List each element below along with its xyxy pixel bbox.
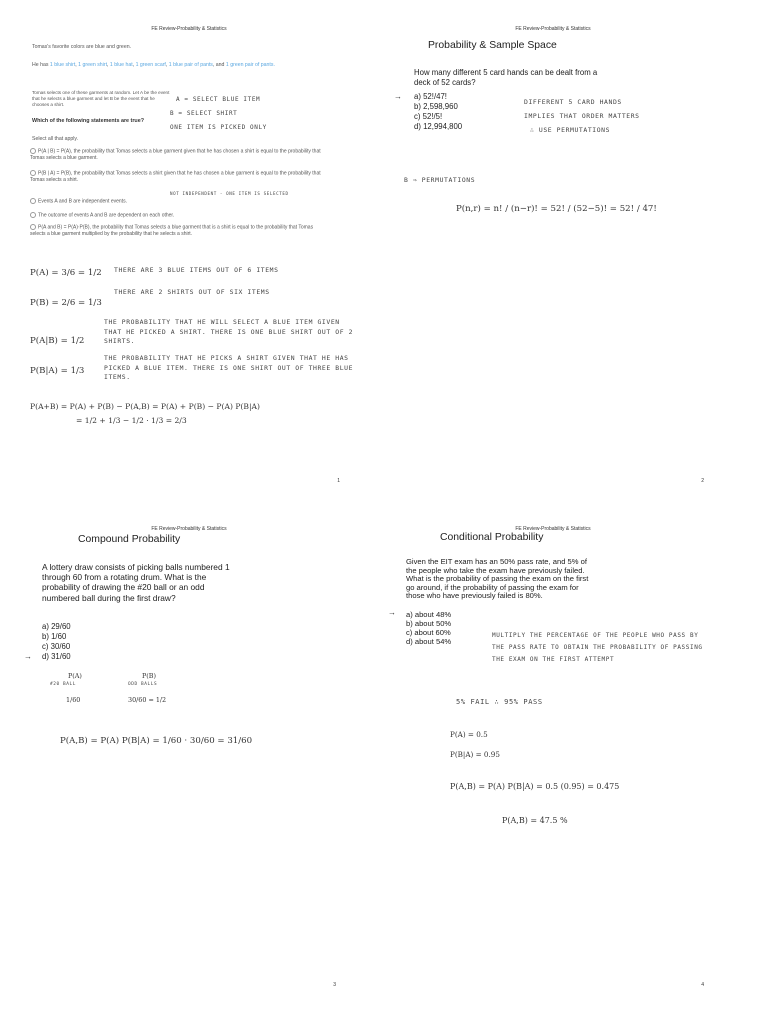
text-fragment: 1 green pair of pants. — [225, 62, 275, 68]
note-order-matters: IMPLIES THAT ORDER MATTERS — [524, 112, 640, 120]
intro-colors: Tomas's favorite colors are blue and green. — [32, 44, 132, 50]
text-fragment: , — [132, 62, 136, 68]
radio-icon[interactable] — [30, 224, 36, 230]
choice-b[interactable]: b) 1/60 — [42, 632, 67, 641]
note-b: B = SELECT SHIRT — [170, 110, 238, 117]
compound-formula: P(A,B) = P(A) P(B|A) = 1/60 · 30/60 = 31/60 — [60, 736, 253, 746]
radio-icon[interactable] — [30, 170, 36, 176]
note-use-permutations: ∴ USE PERMUTATIONS — [530, 126, 611, 134]
work-union-line1: P(A+B) = P(A) + P(B) − P(A,B) = P(A) + P(B) − P(A) P(B|A) — [30, 402, 260, 411]
text-fragment: 1 blue hat — [109, 62, 133, 68]
text-fragment: , and — [212, 62, 226, 68]
text-fragment: 1 green scarf — [135, 62, 166, 68]
option-label: P(A | B) = P(A), the probability that Tomas selects a blue garment given that he has chosen a shirt is equal to the probability that Tomas selects a blue garment. — [30, 148, 321, 162]
page-header: FE Review-Probability & Statistics — [515, 26, 591, 32]
work-pba-note: THE PROBABILITY THAT HE PICKS A SHIRT GIVEN THAT HE HAS PICKED A BLUE ITEM. THERE IS ONE SHIRT OUT OF THREE BLUE ITEMS. — [104, 354, 354, 381]
choice-d[interactable]: d) about 54% — [406, 637, 452, 646]
work-pb-note: THERE ARE 2 SHIRTS OUT OF SIX ITEMS — [114, 288, 270, 296]
text-fragment: 1 blue pair of pants — [168, 62, 213, 68]
choice-a[interactable]: a) about 48% — [406, 610, 452, 619]
note-a: A = SELECT BLUE ITEM — [176, 96, 261, 103]
choice-a[interactable]: a) 29/60 — [42, 622, 71, 631]
radio-icon[interactable] — [30, 198, 36, 204]
work-pa-note: THERE ARE 3 BLUE ITEMS OUT OF 6 ITEMS — [114, 266, 279, 274]
text-fragment: , — [75, 62, 79, 68]
option-4[interactable] — [30, 212, 330, 219]
question-text: Which of the following statements are true? — [32, 118, 145, 124]
option-label: P(A and B) = P(A)·P(B), the probability that Tomas selects a blue garment that is a shirt is equal to the probability that Tomas selects a blue garment multiplied by the probability that he selects a shirt. — [30, 224, 314, 238]
pa-label: P(A) — [68, 672, 82, 680]
choice-b[interactable]: b) 2,598,960 — [414, 102, 458, 111]
choice-a[interactable]: a) 52!/47! — [414, 92, 447, 101]
pa-value: 1/60 — [66, 696, 81, 704]
text-fragment: 1 green shirt — [78, 62, 108, 68]
pa-sub: #20 BALL — [50, 682, 76, 687]
option-3[interactable] — [30, 198, 330, 205]
text-fragment: He has — [32, 62, 50, 68]
page-3 — [20, 518, 358, 998]
permutation-formula: P(n,r) = n! / (n−r)! = 52! / (52−5)! = 52! / 47! — [456, 204, 657, 214]
choice-d[interactable]: d) 31/60 — [42, 652, 71, 661]
pba-value: P(B|A) = 0.95 — [450, 750, 500, 759]
conditional-formula: P(A,B) = P(A) P(B|A) = 0.5 (0.95) = 0.475 — [450, 782, 620, 791]
answer-note: B ⇒ PERMUTATIONS — [404, 176, 476, 184]
option-2[interactable] — [30, 170, 330, 184]
choice-d[interactable]: d) 12,994,800 — [414, 122, 463, 131]
page-number: 4 — [701, 982, 704, 988]
note-different-hands: DIFFERENT 5 CARD HANDS — [524, 98, 622, 106]
select-all-instruction: Select all that apply. — [32, 136, 79, 142]
method-note: MULTIPLY THE PERCENTAGE OF THE PEOPLE WHO PASS BY THE PASS RATE TO OBTAIN THE PROBABILITY OF PASSING THE EXAM ON THE FIRST ATTEMPT — [492, 632, 703, 663]
pb-label: P(B) — [142, 672, 156, 680]
question-text: Given the EIT exam has an 50% pass rate, and 5% of the people who take the exam have previously failed. What is the probability of passing the exam on the first go around, if the probability of passing the exam for those who have previously failed is 80%. — [406, 557, 589, 601]
work-pab: P(A|B) = 1/2 — [30, 336, 85, 346]
page-number: 3 — [333, 982, 336, 988]
pb-value: 30/60 = 1/2 — [128, 696, 167, 704]
radio-icon[interactable] — [30, 148, 36, 154]
page-number: 1 — [337, 478, 340, 484]
page-4 — [384, 518, 722, 998]
fail-pass-note: 5% FAIL ∴ 95% PASS — [456, 698, 543, 706]
option-1[interactable] — [30, 148, 330, 162]
answer-arrow-icon: → — [394, 92, 402, 101]
answer-arrow-icon: → — [24, 652, 32, 661]
choice-c[interactable]: c) 30/60 — [42, 642, 71, 651]
question-text: How many different 5 card hands can be dealt from a deck of 52 cards? — [414, 68, 598, 87]
pa-value: P(A) = 0.5 — [450, 730, 488, 739]
result-value: P(A,B) = 47.5 % — [502, 816, 568, 825]
page-title: Compound Probability — [78, 534, 181, 545]
page-header: FE Review-Probability & Statistics — [515, 526, 591, 532]
page-number: 2 — [701, 478, 704, 484]
work-pba: P(B|A) = 1/3 — [30, 366, 85, 376]
text-fragment: , — [107, 62, 110, 68]
option-label: The outcome of events A and B are dependent on each other. — [38, 212, 175, 219]
choice-c[interactable]: c) about 60% — [406, 628, 451, 637]
problem-setup: Tomas selects one of these garments at random. Let A be the event that he selects a blue garment and let B be the event that he chooses a shirt. — [32, 90, 170, 107]
work-pb: P(B) = 2/6 = 1/3 — [30, 298, 102, 308]
option-label: P(B | A) = P(B), the probability that Tomas selects a shirt given that he has chosen a blue garment is equal to the probability that Tomas selects a shirt. — [30, 170, 321, 184]
intro-garments — [32, 62, 332, 69]
note-not-independent: NOT INDEPENDENT - ONE ITEM IS SELECTED — [170, 191, 289, 196]
radio-icon[interactable] — [30, 212, 36, 218]
choices — [414, 92, 462, 132]
text-fragment: 1 blue shirt — [49, 62, 76, 68]
option-5[interactable] — [30, 224, 330, 238]
question-text: A lottery draw consists of picking balls numbered 1 through 60 from a rotating drum. What is the probability of drawing the #20 ball or an odd numbered ball during the first draw? — [42, 562, 230, 603]
pb-sub: ODD BALLS — [128, 682, 158, 687]
choice-b[interactable]: b) about 50% — [406, 619, 452, 628]
answer-arrow-icon: → — [388, 608, 396, 617]
page-1 — [20, 18, 358, 490]
page-title: Probability & Sample Space — [428, 40, 557, 51]
note-one-item: ONE ITEM IS PICKED ONLY — [170, 124, 267, 131]
text-fragment: , — [165, 62, 169, 68]
page-2 — [384, 18, 722, 490]
work-pa: P(A) = 3/6 = 1/2 — [30, 268, 102, 278]
page-header: FE Review-Probability & Statistics — [151, 526, 227, 532]
page-header: FE Review-Probability & Statistics — [151, 26, 227, 32]
choices — [42, 622, 71, 662]
option-label: Events A and B are independent events. — [38, 198, 127, 205]
choice-c[interactable]: c) 52!/5! — [414, 112, 443, 121]
work-pab-note: THE PROBABILITY THAT HE WILL SELECT A BLUE ITEM GIVEN THAT HE PICKED A SHIRT. THERE IS ONE BLUE SHIRT OUT OF 2 SHIRTS. — [104, 318, 354, 345]
choices — [406, 610, 451, 646]
work-union-line2: = 1/2 + 1/3 − 1/2 · 1/3 = 2/3 — [76, 416, 187, 425]
page-title: Conditional Probability — [440, 532, 544, 543]
